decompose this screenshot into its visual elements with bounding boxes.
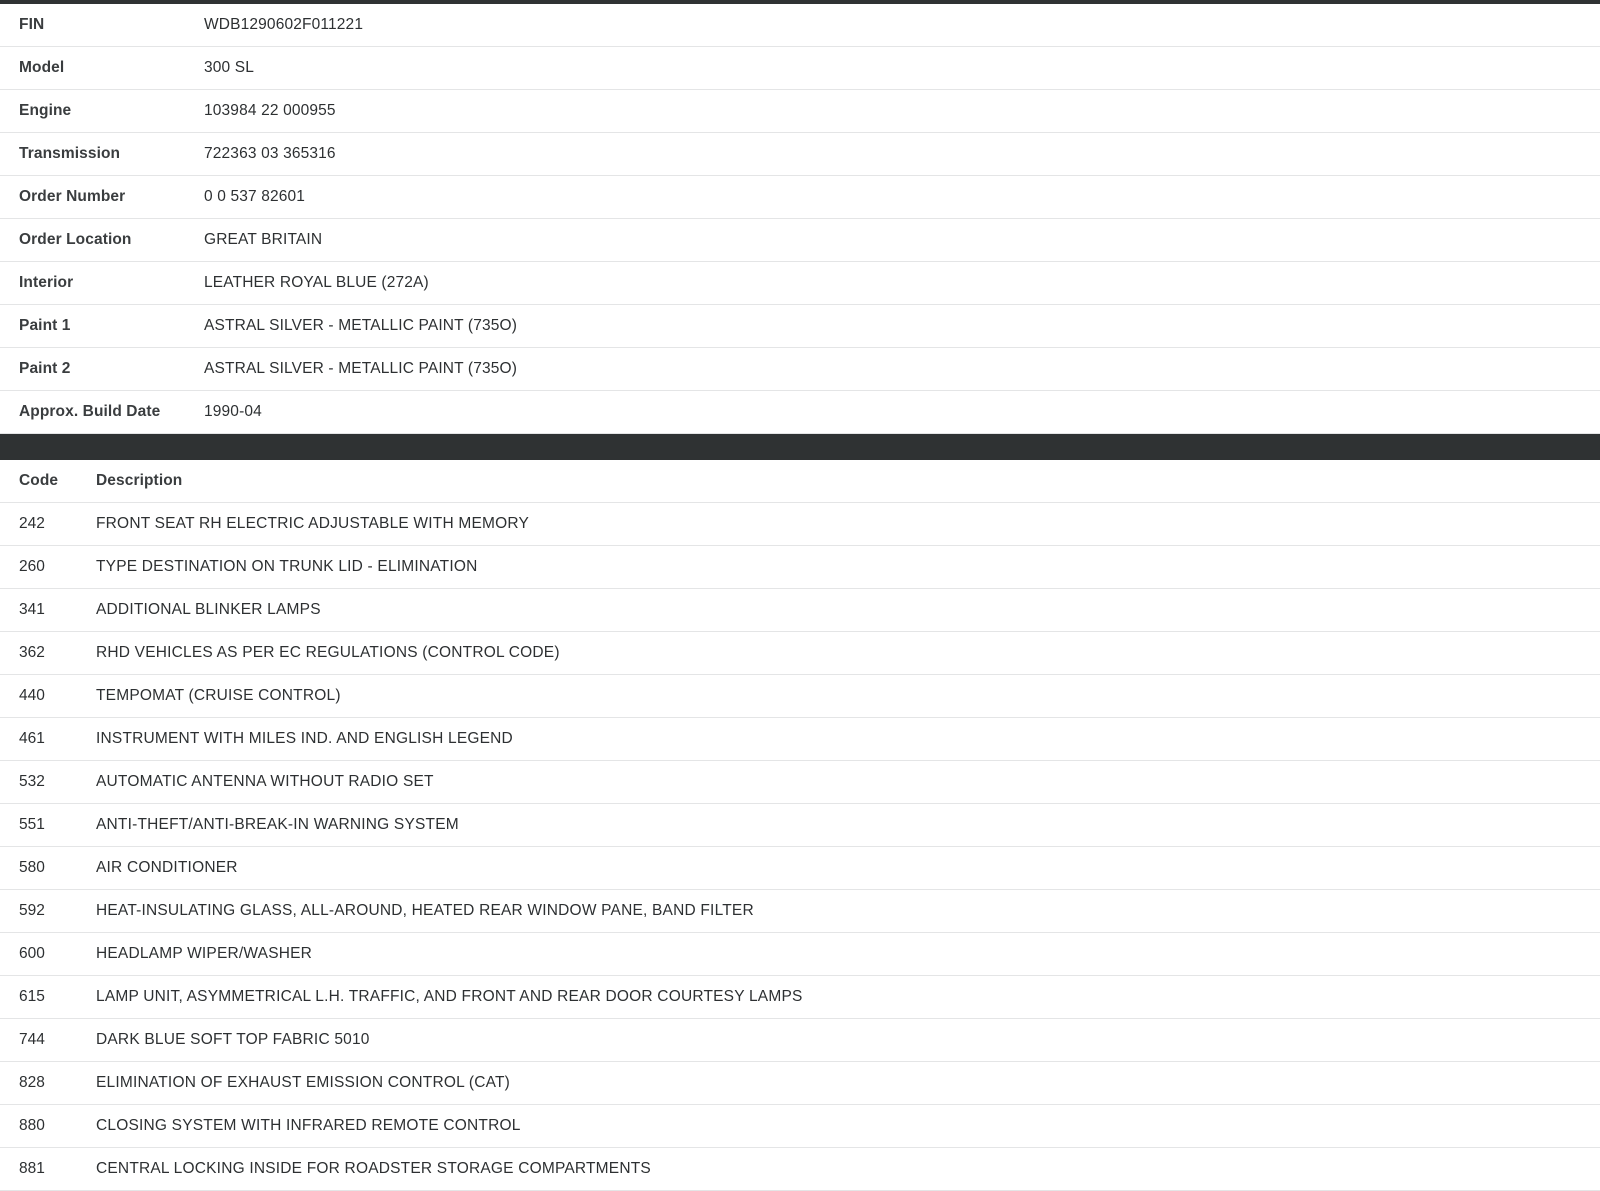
spec-value: 103984 22 000955 — [204, 102, 336, 119]
spec-value: 722363 03 365316 — [204, 145, 336, 162]
column-header-description: Description — [96, 472, 183, 489]
table-row — [0, 1148, 1600, 1191]
spec-label: FIN — [19, 16, 45, 33]
option-description-cell: TYPE DESTINATION ON TRUNK LID - ELIMINATION — [96, 558, 478, 575]
option-description-cell: CENTRAL LOCKING INSIDE FOR ROADSTER STORAGE COMPARTMENTS — [96, 1160, 651, 1177]
table-row — [0, 890, 1600, 933]
table-row — [0, 847, 1600, 890]
spec-label: Order Number — [19, 188, 126, 205]
table-row — [0, 503, 1600, 546]
option-code-cell: 551 — [19, 816, 45, 833]
option-description-cell: RHD VEHICLES AS PER EC REGULATIONS (CONTROL CODE) — [96, 644, 560, 661]
option-code-cell: 880 — [19, 1117, 45, 1134]
option-code-cell: 580 — [19, 859, 45, 876]
table-row — [0, 804, 1600, 847]
option-code-cell: 881 — [19, 1160, 45, 1177]
table-row — [0, 262, 1600, 305]
spec-label: Engine — [19, 102, 72, 119]
spec-value: 1990-04 — [204, 403, 262, 420]
option-code-cell: 440 — [19, 687, 45, 704]
table-row — [0, 761, 1600, 804]
option-codes-table — [0, 460, 1600, 1191]
spec-label: Order Location — [19, 231, 132, 248]
spec-label: Interior — [19, 274, 74, 291]
column-header-code: Code — [19, 472, 59, 489]
spec-value: 0 0 537 82601 — [204, 188, 306, 205]
option-description-cell: AUTOMATIC ANTENNA WITHOUT RADIO SET — [96, 773, 434, 790]
option-description-cell: HEADLAMP WIPER/WASHER — [96, 945, 313, 962]
option-code-cell: 341 — [19, 601, 45, 618]
table-row — [0, 718, 1600, 761]
option-codes-table-head — [0, 460, 1600, 503]
table-row — [0, 976, 1600, 1019]
option-code-cell: 744 — [19, 1031, 45, 1048]
option-code-cell: 615 — [19, 988, 45, 1005]
table-row — [0, 391, 1600, 434]
table-row — [0, 90, 1600, 133]
option-code-cell: 828 — [19, 1074, 45, 1091]
table-row — [0, 933, 1600, 976]
spec-label: Paint 1 — [19, 317, 71, 334]
spec-value: ASTRAL SILVER - METALLIC PAINT (735O) — [204, 317, 518, 334]
option-description-cell: ADDITIONAL BLINKER LAMPS — [96, 601, 321, 618]
option-code-cell: 260 — [19, 558, 45, 575]
option-description-cell: CLOSING SYSTEM WITH INFRARED REMOTE CONTROL — [96, 1117, 521, 1134]
option-description-cell: FRONT SEAT RH ELECTRIC ADJUSTABLE WITH MEMORY — [96, 515, 530, 532]
table-row — [0, 546, 1600, 589]
option-code-cell: 242 — [19, 515, 45, 532]
spec-label: Approx. Build Date — [19, 403, 161, 420]
table-row — [0, 4, 1600, 47]
option-description-cell: DARK BLUE SOFT TOP FABRIC 5010 — [96, 1031, 370, 1048]
spec-value: WDB1290602F011221 — [204, 16, 364, 33]
table-row — [0, 589, 1600, 632]
spec-value: ASTRAL SILVER - METALLIC PAINT (735O) — [204, 360, 518, 377]
spec-label: Paint 2 — [19, 360, 71, 377]
option-description-cell: INSTRUMENT WITH MILES IND. AND ENGLISH LEGEND — [96, 730, 513, 747]
option-codes-table-body — [0, 503, 1600, 1191]
table-row — [0, 675, 1600, 718]
option-code-cell: 600 — [19, 945, 45, 962]
section-divider-band — [0, 434, 1600, 460]
table-row — [0, 305, 1600, 348]
option-description-cell: ELIMINATION OF EXHAUST EMISSION CONTROL (CAT) — [96, 1074, 511, 1091]
option-description-cell: ANTI-THEFT/ANTI-BREAK-IN WARNING SYSTEM — [96, 816, 459, 833]
option-code-cell: 461 — [19, 730, 45, 747]
option-code-cell: 532 — [19, 773, 45, 790]
option-code-cell: 592 — [19, 902, 45, 919]
option-description-cell: LAMP UNIT, ASYMMETRICAL L.H. TRAFFIC, AND FRONT AND REAR DOOR COURTESY LAMPS — [96, 988, 803, 1005]
table-row — [0, 348, 1600, 391]
spec-value: GREAT BRITAIN — [204, 231, 323, 248]
table-row — [0, 47, 1600, 90]
spec-label: Model — [19, 59, 65, 76]
spec-value: 300 SL — [204, 59, 255, 76]
option-description-cell: HEAT-INSULATING GLASS, ALL-AROUND, HEATED REAR WINDOW PANE, BAND FILTER — [96, 902, 754, 919]
table-row — [0, 1105, 1600, 1148]
vehicle-spec-table-body — [0, 4, 1600, 434]
vehicle-spec-table — [0, 4, 1600, 434]
table-row — [0, 176, 1600, 219]
table-row — [0, 632, 1600, 675]
spec-label: Transmission — [19, 145, 121, 162]
table-row — [0, 219, 1600, 262]
table-row — [0, 133, 1600, 176]
option-description-cell: AIR CONDITIONER — [96, 859, 238, 876]
spec-value: LEATHER ROYAL BLUE (272A) — [204, 274, 429, 291]
table-row — [0, 1062, 1600, 1105]
table-header-row — [0, 460, 1600, 503]
table-row — [0, 1019, 1600, 1062]
option-code-cell: 362 — [19, 644, 45, 661]
option-description-cell: TEMPOMAT (CRUISE CONTROL) — [96, 687, 341, 704]
